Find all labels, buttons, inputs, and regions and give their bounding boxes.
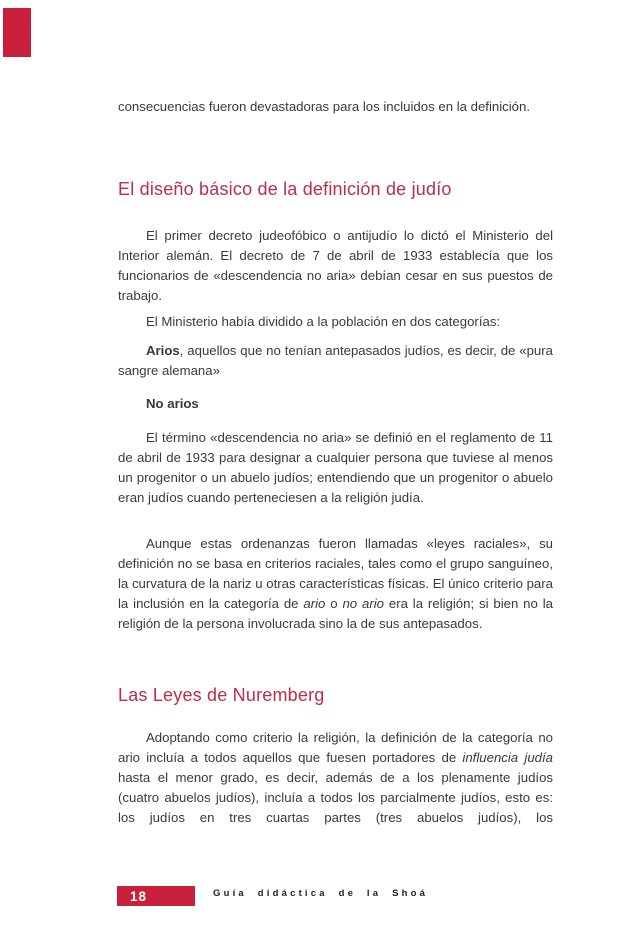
section-heading-nuremberg-laws: Las Leyes de Nuremberg [118,685,325,705]
paragraph-ministry-categories: El Ministerio había dividido a la población en dos categorías: [146,314,501,329]
paragraph-intro-continued: consecuencias fueron devastadoras para los incluidos en la definición. [118,99,530,114]
book-title: Guía didáctica de la Shoá [213,888,429,899]
paragraph-nuremberg-adoption: Adoptando como criterio la religión, la definición de la categoría no ario incluía a todos aquellos que fuesen portadores de influencia judía hasta el menor grado, es decir, además de a los plenamente judíos (cuatro abuelos judíos), incluía a todos los parcialmente judíos, esto es: los judíos en tres cuartas partes (tres abuelos judíos), los [118,730,553,825]
corner-accent-mark [3,8,31,57]
paragraph-arios-definition: Arios, aquellos que no tenían antepasados judíos, es decir, de «pura sangre alemana» [118,343,553,378]
page-number: 18 [130,888,148,904]
paragraph-non-aryan-descent: El término «descendencia no aria» se definió en el reglamento de 11 de abril de 1933 para designar a cualquier persona que tuviese al menos un progenitor o un abuelo judíos; entendiendo que un progenitor o abuelo eran judíos cuando perteneciesen a la religión judía. [118,430,553,505]
page-number-badge [117,886,195,906]
paragraph-racial-laws-criteria: Aunque estas ordenanzas fueron llamadas «leyes raciales», su definición no se basa en criterios raciales, tales como el grupo sanguíneo, la curvatura de la nariz u otras características físicas. El único criterio para la inclusión en la categoría de ario o no ario era la religión; si bien no la religión de la persona involucrada sino la de sus antepasados. [118,536,553,631]
section-heading-basic-design: El diseño básico de la definición de judío [118,179,452,199]
paragraph-first-decree: El primer decreto judeofóbico o antijudío lo dictó el Ministerio del Interior alemán. El decreto de 7 de abril de 1933 establecía que los funcionarios de «descendencia no aria» debían cesar en sus puestos de trabajo. [118,228,553,303]
paragraph-no-arios-label: No arios [146,396,199,411]
